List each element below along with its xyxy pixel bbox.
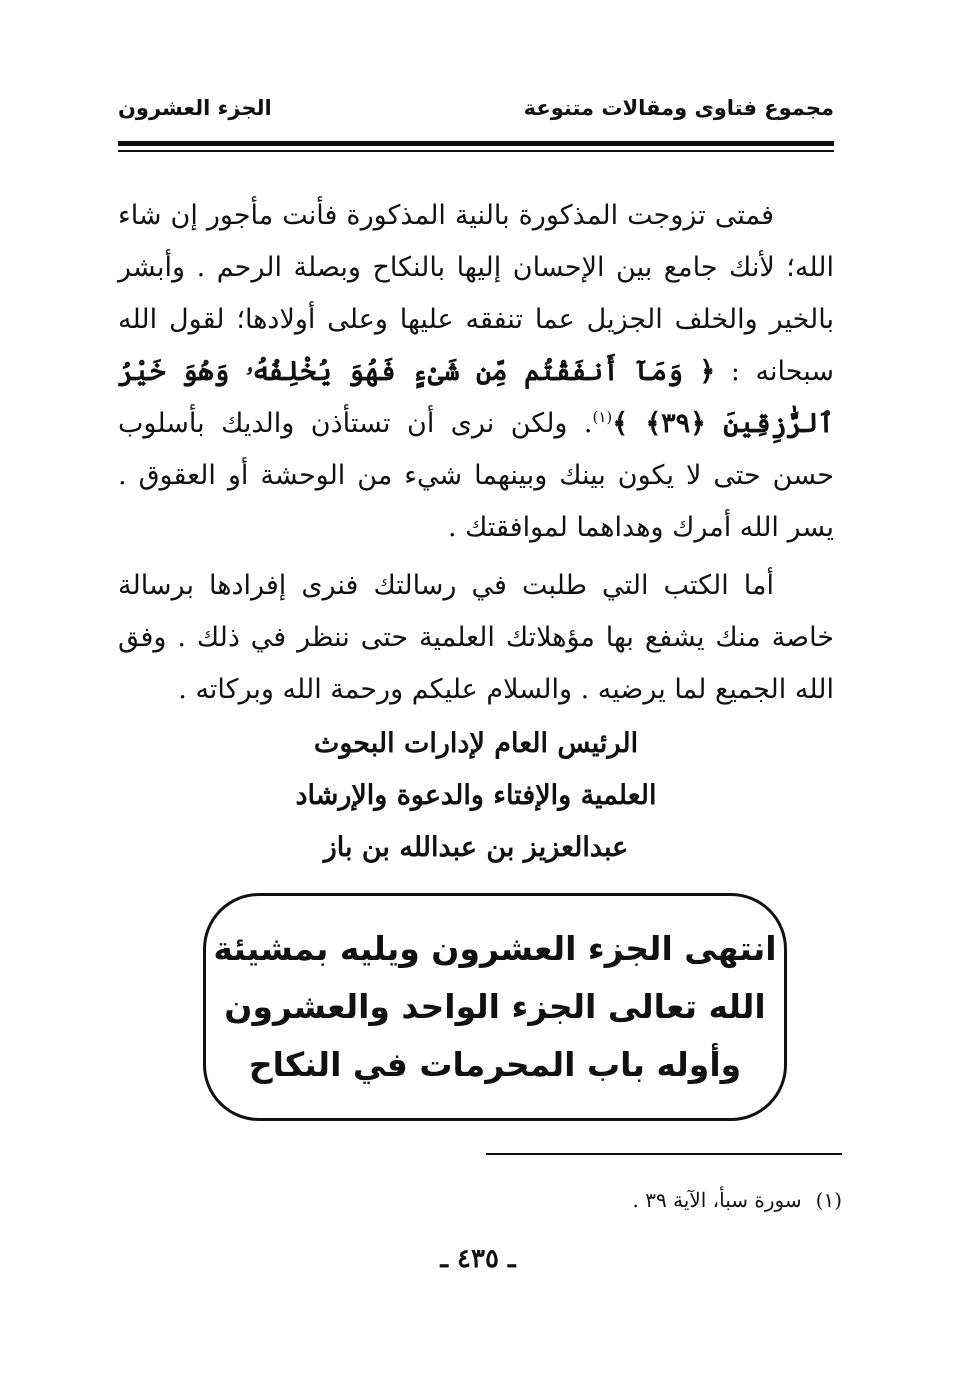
quran-verse: ﴿ وَمَآ أَنفَقْتُم مِّن شَىْءٍ فَهُوَ يُخْلِفُهُۥ وَهُوَ خَيْرُ ٱلرَّٰزِقِينَ ﴿٣٩﴾ ﴾	[118, 356, 834, 439]
running-header	[118, 96, 834, 136]
footnote-number: (١)	[815, 1188, 842, 1212]
notice-line-1: انتهى الجزء العشرون ويليه بمشيئة	[213, 929, 777, 968]
signature-name: عبدالعزيز بن عبدالله بن باز	[323, 832, 629, 863]
footnote	[486, 1188, 842, 1212]
end-of-volume-notice	[203, 893, 787, 1121]
paragraph-1-part-1: فمتى تزوجت المذكورة بالنية المذكورة فأنت مأجور إن شاء الله؛ لأنك جامع بين الإحسان إليها بالنكاح وبصلة الرحم . وأبشر بالخير والخلف الجزيل عما تنفقه عليها وعلى أولادها؛ لقول الله سبحانه :	[118, 200, 834, 387]
paragraph-2: أما الكتب التي طلبت في رسالتك فنرى إفرادها برسالة خاصة منك يشفع بها مؤهلاتك العلمية حتى ننظر في ذلك . وفق الله الجميع لما يرضيه . والسلام عليكم ورحمة الله وبركاته .	[118, 570, 834, 705]
header-rule-thick	[118, 141, 834, 146]
paragraph-1-part-2: . ولكن نرى أن تستأذن والديك بأسلوب حسن حتى لا يكون بينك وبينهما شيء من الوحشة أو العقوق . يسر الله أمرك وهداهما لموافقتك .	[118, 408, 834, 543]
paragraph-1	[118, 190, 834, 554]
notice-line-3: وأوله باب المحرمات في النكاح	[248, 1045, 742, 1084]
header-rule-thin	[118, 150, 834, 152]
book-title: مجموع فتاوى ومقالات متنوعة	[523, 96, 834, 120]
footnote-text: سورة سبأ، الآية ٣٩ .	[632, 1188, 802, 1212]
volume-label: الجزء العشرون	[118, 96, 272, 120]
footnote-separator	[486, 1153, 842, 1155]
signature-block	[118, 718, 834, 874]
footnote-reference: (١)	[592, 408, 613, 426]
signature-title-line-2: العلمية والإفتاء والدعوة والإرشاد	[295, 780, 657, 811]
signature-title-line-1: الرئيس العام لإدارات البحوث	[313, 728, 639, 759]
body-text	[118, 190, 834, 716]
page-number: ـ ٤٣٥ ـ	[440, 1244, 516, 1274]
notice-line-2: الله تعالى الجزء الواحد والعشرون	[224, 987, 766, 1026]
